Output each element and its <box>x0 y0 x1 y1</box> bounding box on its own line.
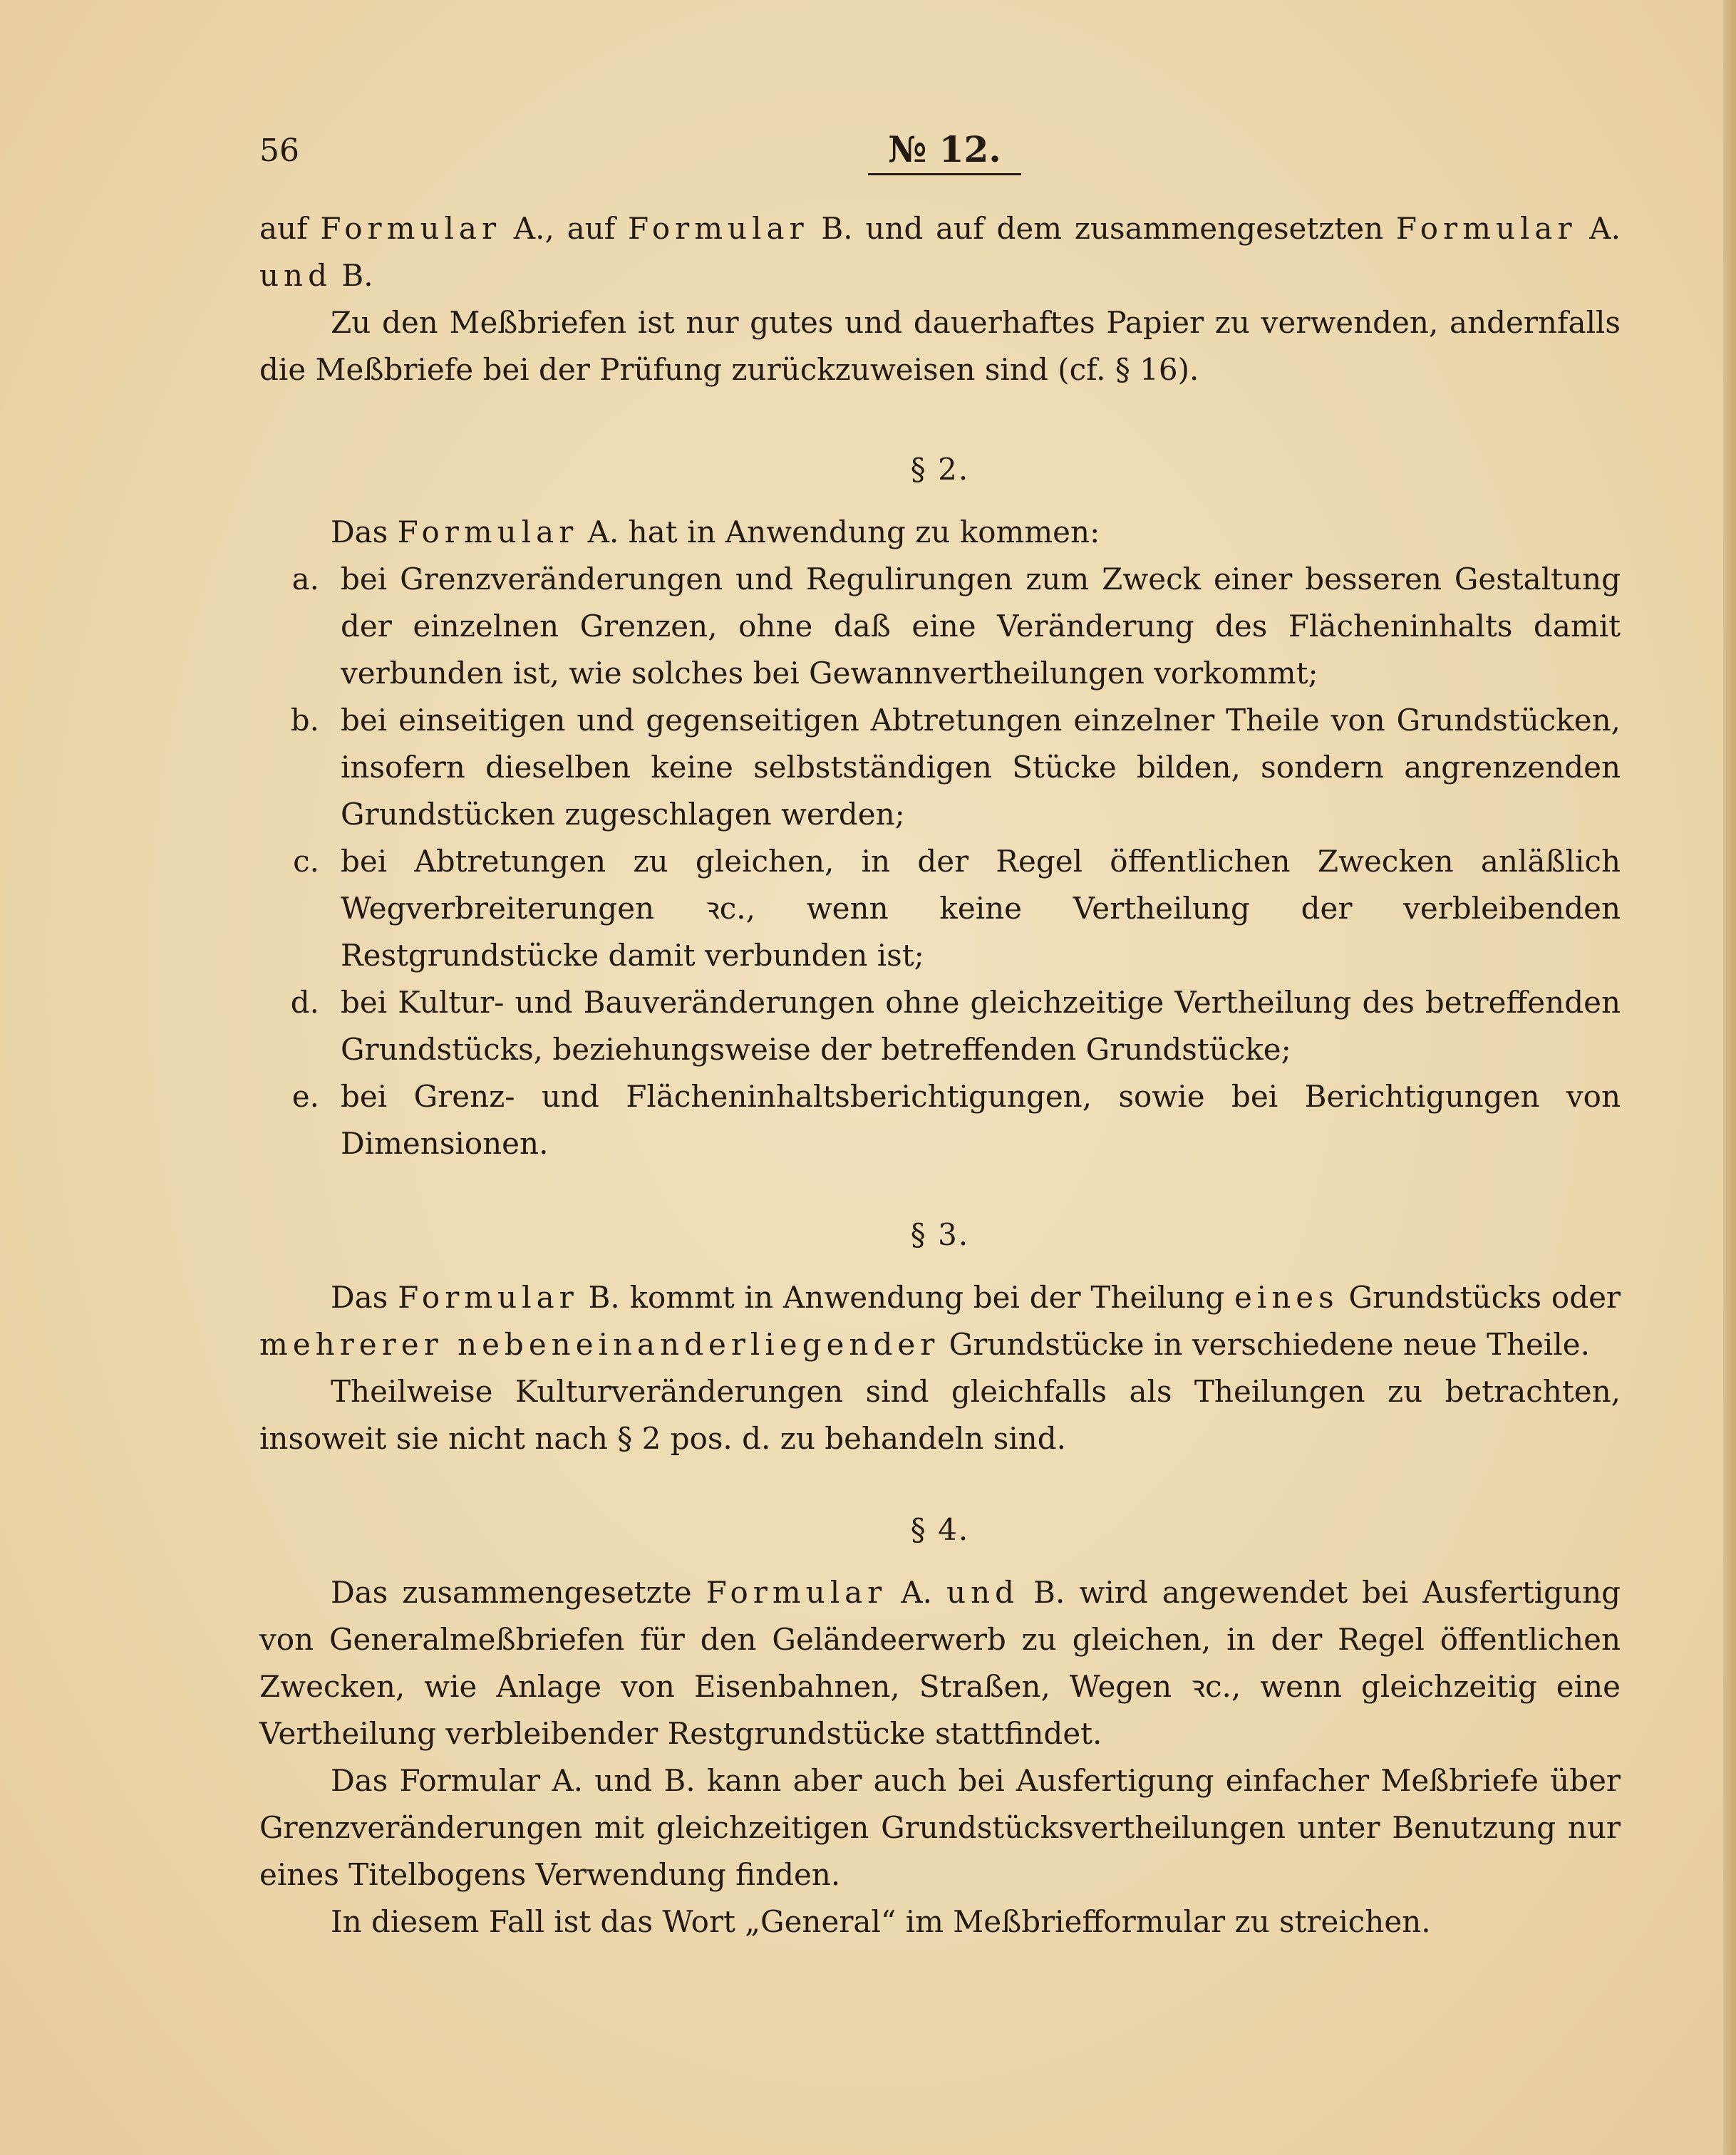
section-2-lead: Das Formular A. hat in Anwendung zu kommen: <box>331 515 1100 549</box>
issue-number: № 12. <box>868 128 1021 175</box>
section-4-paragraph-2: Das Formular A. und B. kann aber auch bei Ausfertigung einfacher Meßbriefe über Grenzveränderungen mit gleichzeitigen Grundstücksvertheilungen unter Benutzung nur eines Titelbogens Verwendung finden. <box>259 1763 1621 1892</box>
section-3-heading: § 3. <box>910 1217 970 1252</box>
section-4-heading: § 4. <box>910 1512 970 1547</box>
section-2-heading: § 2. <box>910 452 970 487</box>
list-item <box>259 838 1621 979</box>
section-2-list <box>259 556 1621 1167</box>
page-number: 56 <box>259 133 299 169</box>
list-item <box>259 979 1621 1073</box>
list-marker: b. <box>290 703 319 738</box>
list-marker: a. <box>291 562 319 596</box>
body-text <box>259 205 1621 1945</box>
section-4-paragraph-1: Das zusammengesetzte Formular A. und B. wird angewendet bei Ausfertigung von Generalmeßbriefen für den Geländeerwerb zu gleichen, in der Regel öffentlichen Zwecken, wie Anlage von Eisenbahnen, Straßen, Wegen ꝛc., wenn gleichzeitig eine Vertheilung verbleibender Restgrundstücke stattfindet. <box>259 1575 1621 1751</box>
section-3-paragraph-2: Theilweise Kulturveränderungen sind gleichfalls als Theilungen zu betrachten, insoweit sie nicht nach § 2 pos. d. zu behandeln sind. <box>259 1374 1621 1456</box>
list-marker: d. <box>290 985 319 1020</box>
intro-paragraph: Zu den Meßbriefen ist nur gutes und dauerhaftes Papier zu verwenden, andernfalls die Meßbriefe bei der Prüfung zurückzuweisen sind (cf. § 16). <box>259 305 1621 387</box>
page-header <box>0 128 1736 185</box>
list-item-text: bei Abtretungen zu gleichen, in der Regel öffentlichen Zwecken anläßlich Wegverbreiterungen ꝛc., wenn keine Vertheilung der verbleibenden Restgrundstücke damit verbunden ist; <box>341 844 1621 973</box>
list-item-text: bei einseitigen und gegenseitigen Abtretungen einzelner Theile von Grundstücken, insofern dieselben keine selbstständigen Stücke bilden, sondern angrenzenden Grundstücken zugeschlagen werden; <box>341 703 1621 832</box>
section-3-paragraph-1: Das Formular B. kommt in Anwendung bei der Theilung eines Grundstücks oder mehrerer nebeneinanderliegender Grundstücke in verschiedene neue Theile. <box>259 1280 1621 1362</box>
intro-continuation: auf Formular A., auf Formular B. und auf dem zusammengesetzten Formular A. und B. <box>259 211 1621 293</box>
list-item-text: bei Kultur- und Bauveränderungen ohne gleichzeitige Vertheilung des betreffenden Grundstücks, beziehungsweise der betreffenden Grundstücke; <box>341 985 1621 1067</box>
list-item <box>259 697 1621 838</box>
list-marker: c. <box>293 844 319 879</box>
page-edge <box>1723 0 1736 2155</box>
list-item <box>259 1073 1621 1167</box>
list-item <box>259 556 1621 697</box>
list-item-text: bei Grenz- und Flächeninhaltsberichtigungen, sowie bei Berichtigungen von Dimensionen. <box>341 1079 1621 1161</box>
section-4-paragraph-3: In diesem Fall ist das Wort „General“ im Meßbriefformular zu streichen. <box>331 1904 1431 1939</box>
list-marker: e. <box>291 1079 319 1114</box>
list-item-text: bei Grenzveränderungen und Regulirungen zum Zweck einer besseren Gestaltung der einzelnen Grenzen, ohne daß eine Veränderung des Flächeninhalts damit verbunden ist, wie solches bei Gewannvertheilungen vorkommt; <box>341 562 1621 691</box>
